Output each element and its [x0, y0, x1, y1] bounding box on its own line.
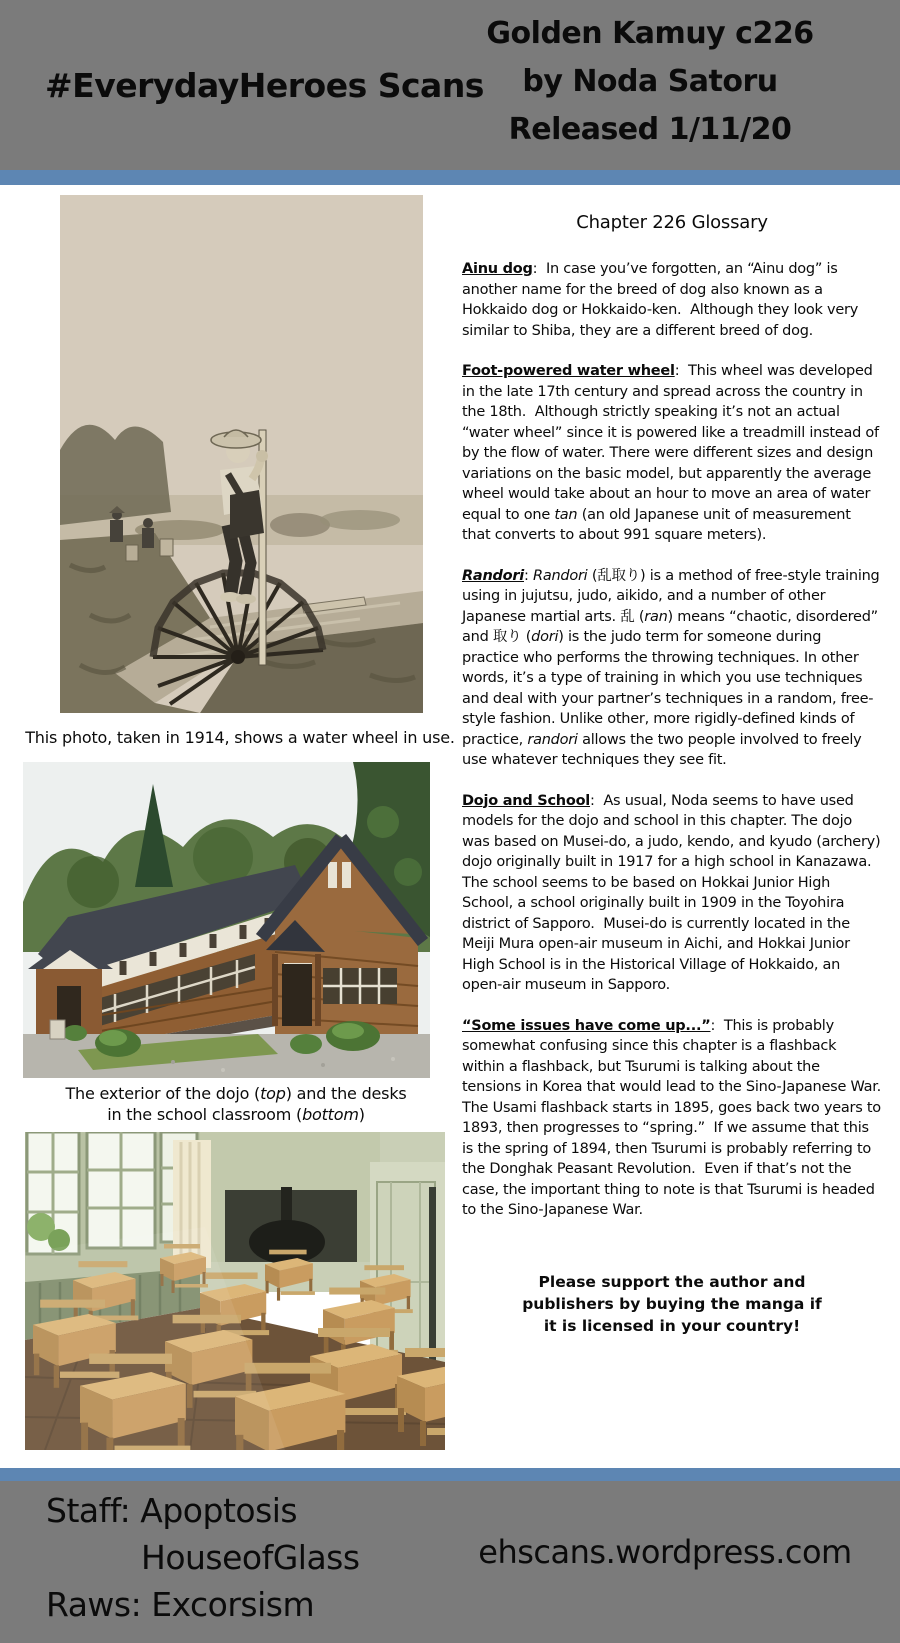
- glossary-column: [462, 212, 890, 1337]
- caption-water-wheel: This photo, taken in 1914, shows a water wheel in use.: [25, 728, 455, 747]
- staff-name-2: HouseofGlass: [141, 1538, 360, 1577]
- staff-credits: [46, 1487, 360, 1628]
- release-title-line2: by Noda Satoru: [522, 64, 778, 99]
- raws-line: [46, 1581, 360, 1628]
- support-author-note: Please support the author and publishers by buying the manga if it is licensed in your country!: [522, 1272, 822, 1335]
- glossary-entry-dojo-and-school: Dojo and School: As usual, Noda seems to have used models for the dojo and school in this chapter. The dojo was based on Musei-do, a judo, kendo, and kyudo (archery) dojo originally built in 1917 for a high school in Kanazawa. The school seems to be based on Hokkai Junior High School, a school originally built in 1909 in the Toyohira district of Sapporo. Musei-do is currently located in the Meiji Mura open-air museum in Aichi, and Hokkai Junior High School is in the Historical Village of Hokkaido, an open-air museum in Sapporo.: [462, 792, 885, 993]
- release-title-line3: Released 1/11/20: [508, 112, 792, 147]
- top-divider-bar: [0, 170, 900, 185]
- raws-name: Excorsism: [151, 1585, 315, 1624]
- caption-dojo-classroom: [10, 1083, 462, 1125]
- glossary-title: Chapter 226 Glossary: [576, 212, 768, 233]
- caption-dojo-line2: in the school classroom (bottom): [107, 1105, 365, 1124]
- release-title: [420, 10, 880, 154]
- caption-dojo-line1: The exterior of the dojo (top) and the desks: [65, 1084, 407, 1103]
- bottom-divider-bar: [0, 1468, 900, 1481]
- scan-group-name: #EverydayHeroes Scans: [45, 66, 484, 105]
- glossary-entry-ainu-dog: Ainu dog: In case you’ve forgotten, an “Ainu dog” is another name for the breed of dog also known as a Hokkaido dog or Hokkaido-ken. Although they look very similar to Shiba, they are a different breed of dog.: [462, 261, 863, 339]
- photo-classroom-desks: [25, 1132, 445, 1450]
- staff-name-1: Apoptosis: [140, 1491, 298, 1530]
- staff-line: [46, 1487, 360, 1534]
- photo-water-wheel: [60, 195, 423, 713]
- glossary-entry-randori: Randori: Randori (乱取り) is a method of free-style training using in jujutsu, judo, aikido, and a number of other Japanese martial arts. 乱 (ran) means “chaotic, disordered” and 取り (dori) is the judo term for someone during practice who performs the throwing techniques. In other words, it’s a type of training in which you use techniques and deal with your partner’s techniques in a random, free-style fashion. Unlike other, more rigidly-defined kinds of practice, randori allows the two people involved to freely use whatever techniques they see fit.: [462, 567, 884, 768]
- glossary-entry-some-issues: “Some issues have come up...”: This is probably somewhat confusing since this chapter is a flashback within a flashback, but Tsurumi is talking about the tensions in Korea that would lead to the Sino-Japanese War. The Usami flashback starts in 1895, goes back two years to 1893, then progresses to “spring.” If we assume that this is the spring of 1894, then Tsurumi is probably referring to the Donghak Peasant Revolution. Even if that’s not the case, the important thing to note is that Tsurumi is headed to the Sino-Japanese War.: [462, 1017, 890, 1218]
- photo-dojo-exterior: [23, 762, 430, 1078]
- release-title-line1: Golden Kamuy c226: [486, 16, 814, 51]
- raws-label: Raws:: [46, 1585, 152, 1624]
- glossary-entry-foot-powered-water-wheel: Foot-powered water wheel: This wheel was developed in the late 17th century and spread across the country in the 18th. Although strictly speaking it’s not an actual “water wheel” since it is powered like a treadmill instead of by the flow of water. There were different sizes and design variations on the basic model, but apparently the average wheel would take about an hour to move an area of water equal to one tan (an old Japanese unit of measurement that converts to about 991 square meters).: [462, 363, 884, 543]
- website-url: ehscans.wordpress.com: [478, 1533, 852, 1571]
- staff-label: Staff:: [46, 1491, 141, 1530]
